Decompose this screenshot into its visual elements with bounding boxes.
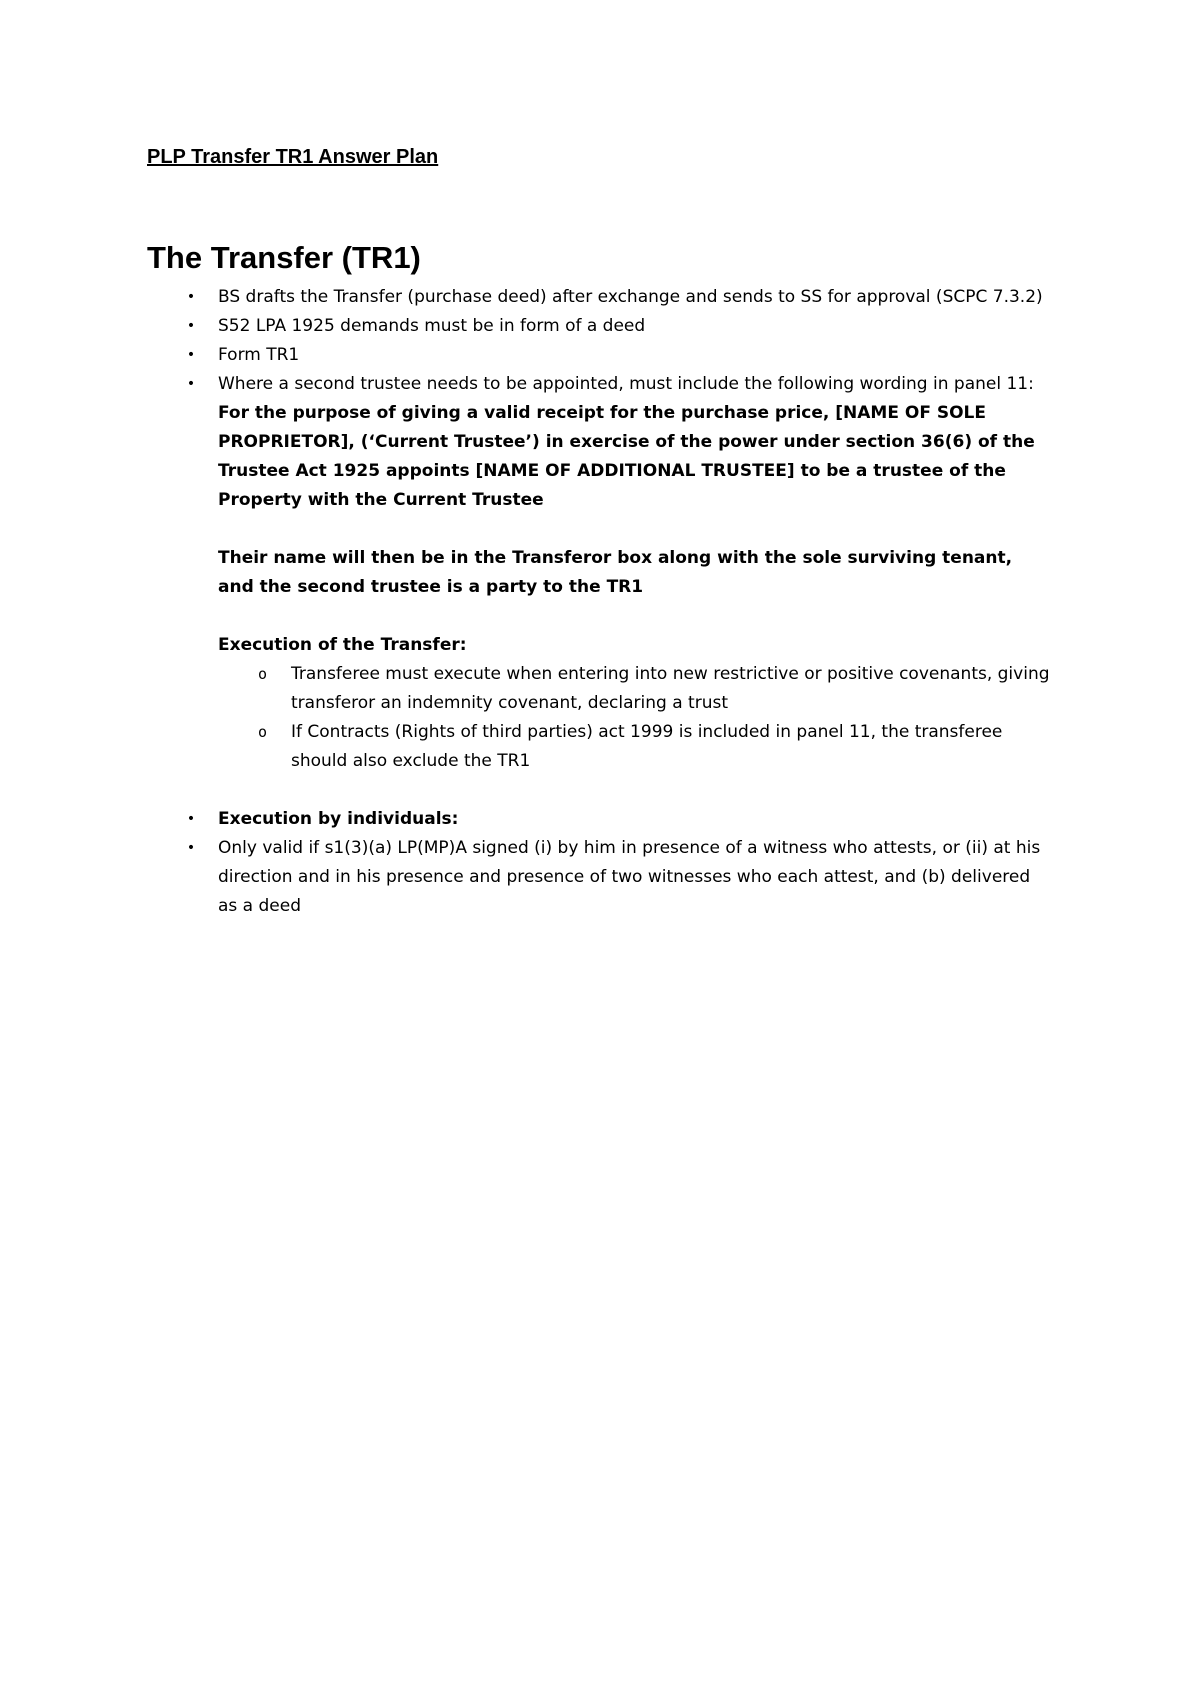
individuals-heading: Execution by individuals: xyxy=(218,809,459,829)
blank-line xyxy=(0,602,1200,631)
bullet-icon: • xyxy=(186,840,196,856)
list-item-text: BS drafts the Transfer (purchase deed) after exchange and sends to SS for approval (SCPC 7.3.2) xyxy=(218,287,1043,307)
transferor-note: Their name will then be in the Transferor box along with the sole surviving tenant, and the second trustee is a party to the TR1 xyxy=(218,548,1013,597)
document-body xyxy=(0,283,1200,921)
sub-list-item xyxy=(0,660,1051,718)
sub-list-item-text: Transferee must execute when entering into new restrictive or positive covenants, giving transferor an indemnity covenant, declaring a trust xyxy=(291,664,1050,713)
sub-list-item xyxy=(0,718,1051,776)
bullet-icon: • xyxy=(186,289,196,305)
list-item xyxy=(0,834,1048,921)
list-item xyxy=(0,283,1048,312)
execution-heading: Execution of the Transfer: xyxy=(218,635,467,655)
list-item xyxy=(0,370,1048,399)
blank-line xyxy=(0,776,1200,805)
list-item-text: Where a second trustee needs to be appointed, must include the following wording in panel 11: xyxy=(218,374,1034,394)
list-item-text: S52 LPA 1925 demands must be in form of a deed xyxy=(218,316,646,336)
sub-bullet-icon: o xyxy=(258,723,268,741)
sub-bullet-icon: o xyxy=(258,665,268,683)
list-item xyxy=(0,341,1048,370)
bullet-icon: • xyxy=(186,811,196,827)
list-item xyxy=(0,312,1048,341)
bullet-icon: • xyxy=(186,376,196,392)
sub-list-item-text: If Contracts (Rights of third parties) act 1999 is included in panel 11, the transferee should also exclude the TR1 xyxy=(291,722,1003,771)
list-item-text: Form TR1 xyxy=(218,345,300,365)
bullet-icon: • xyxy=(186,347,196,363)
document-title: PLP Transfer TR1 Answer Plan xyxy=(147,146,439,168)
panel-11-wording: For the purpose of giving a valid receipt for the purchase price, [NAME OF SOLE PROPRIETOR], (‘Current Trustee’) in exercise of the power under section 36(6) of the Trustee Act 1925 appoints [NAME OF ADDITIONAL TRUSTEE] to be a trustee of the Property with the Current Trustee xyxy=(218,403,1035,510)
bullet-icon: • xyxy=(186,318,196,334)
blank-line xyxy=(0,515,1200,544)
individuals-text: Only valid if s1(3)(a) LP(MP)A signed (i) by him in presence of a witness who attests, or (ii) at his direction and in his presence and presence of two witnesses who each attest, and (b) delivered as a deed xyxy=(218,838,1041,916)
list-item xyxy=(0,805,1048,834)
section-heading: The Transfer (TR1) xyxy=(147,240,421,275)
